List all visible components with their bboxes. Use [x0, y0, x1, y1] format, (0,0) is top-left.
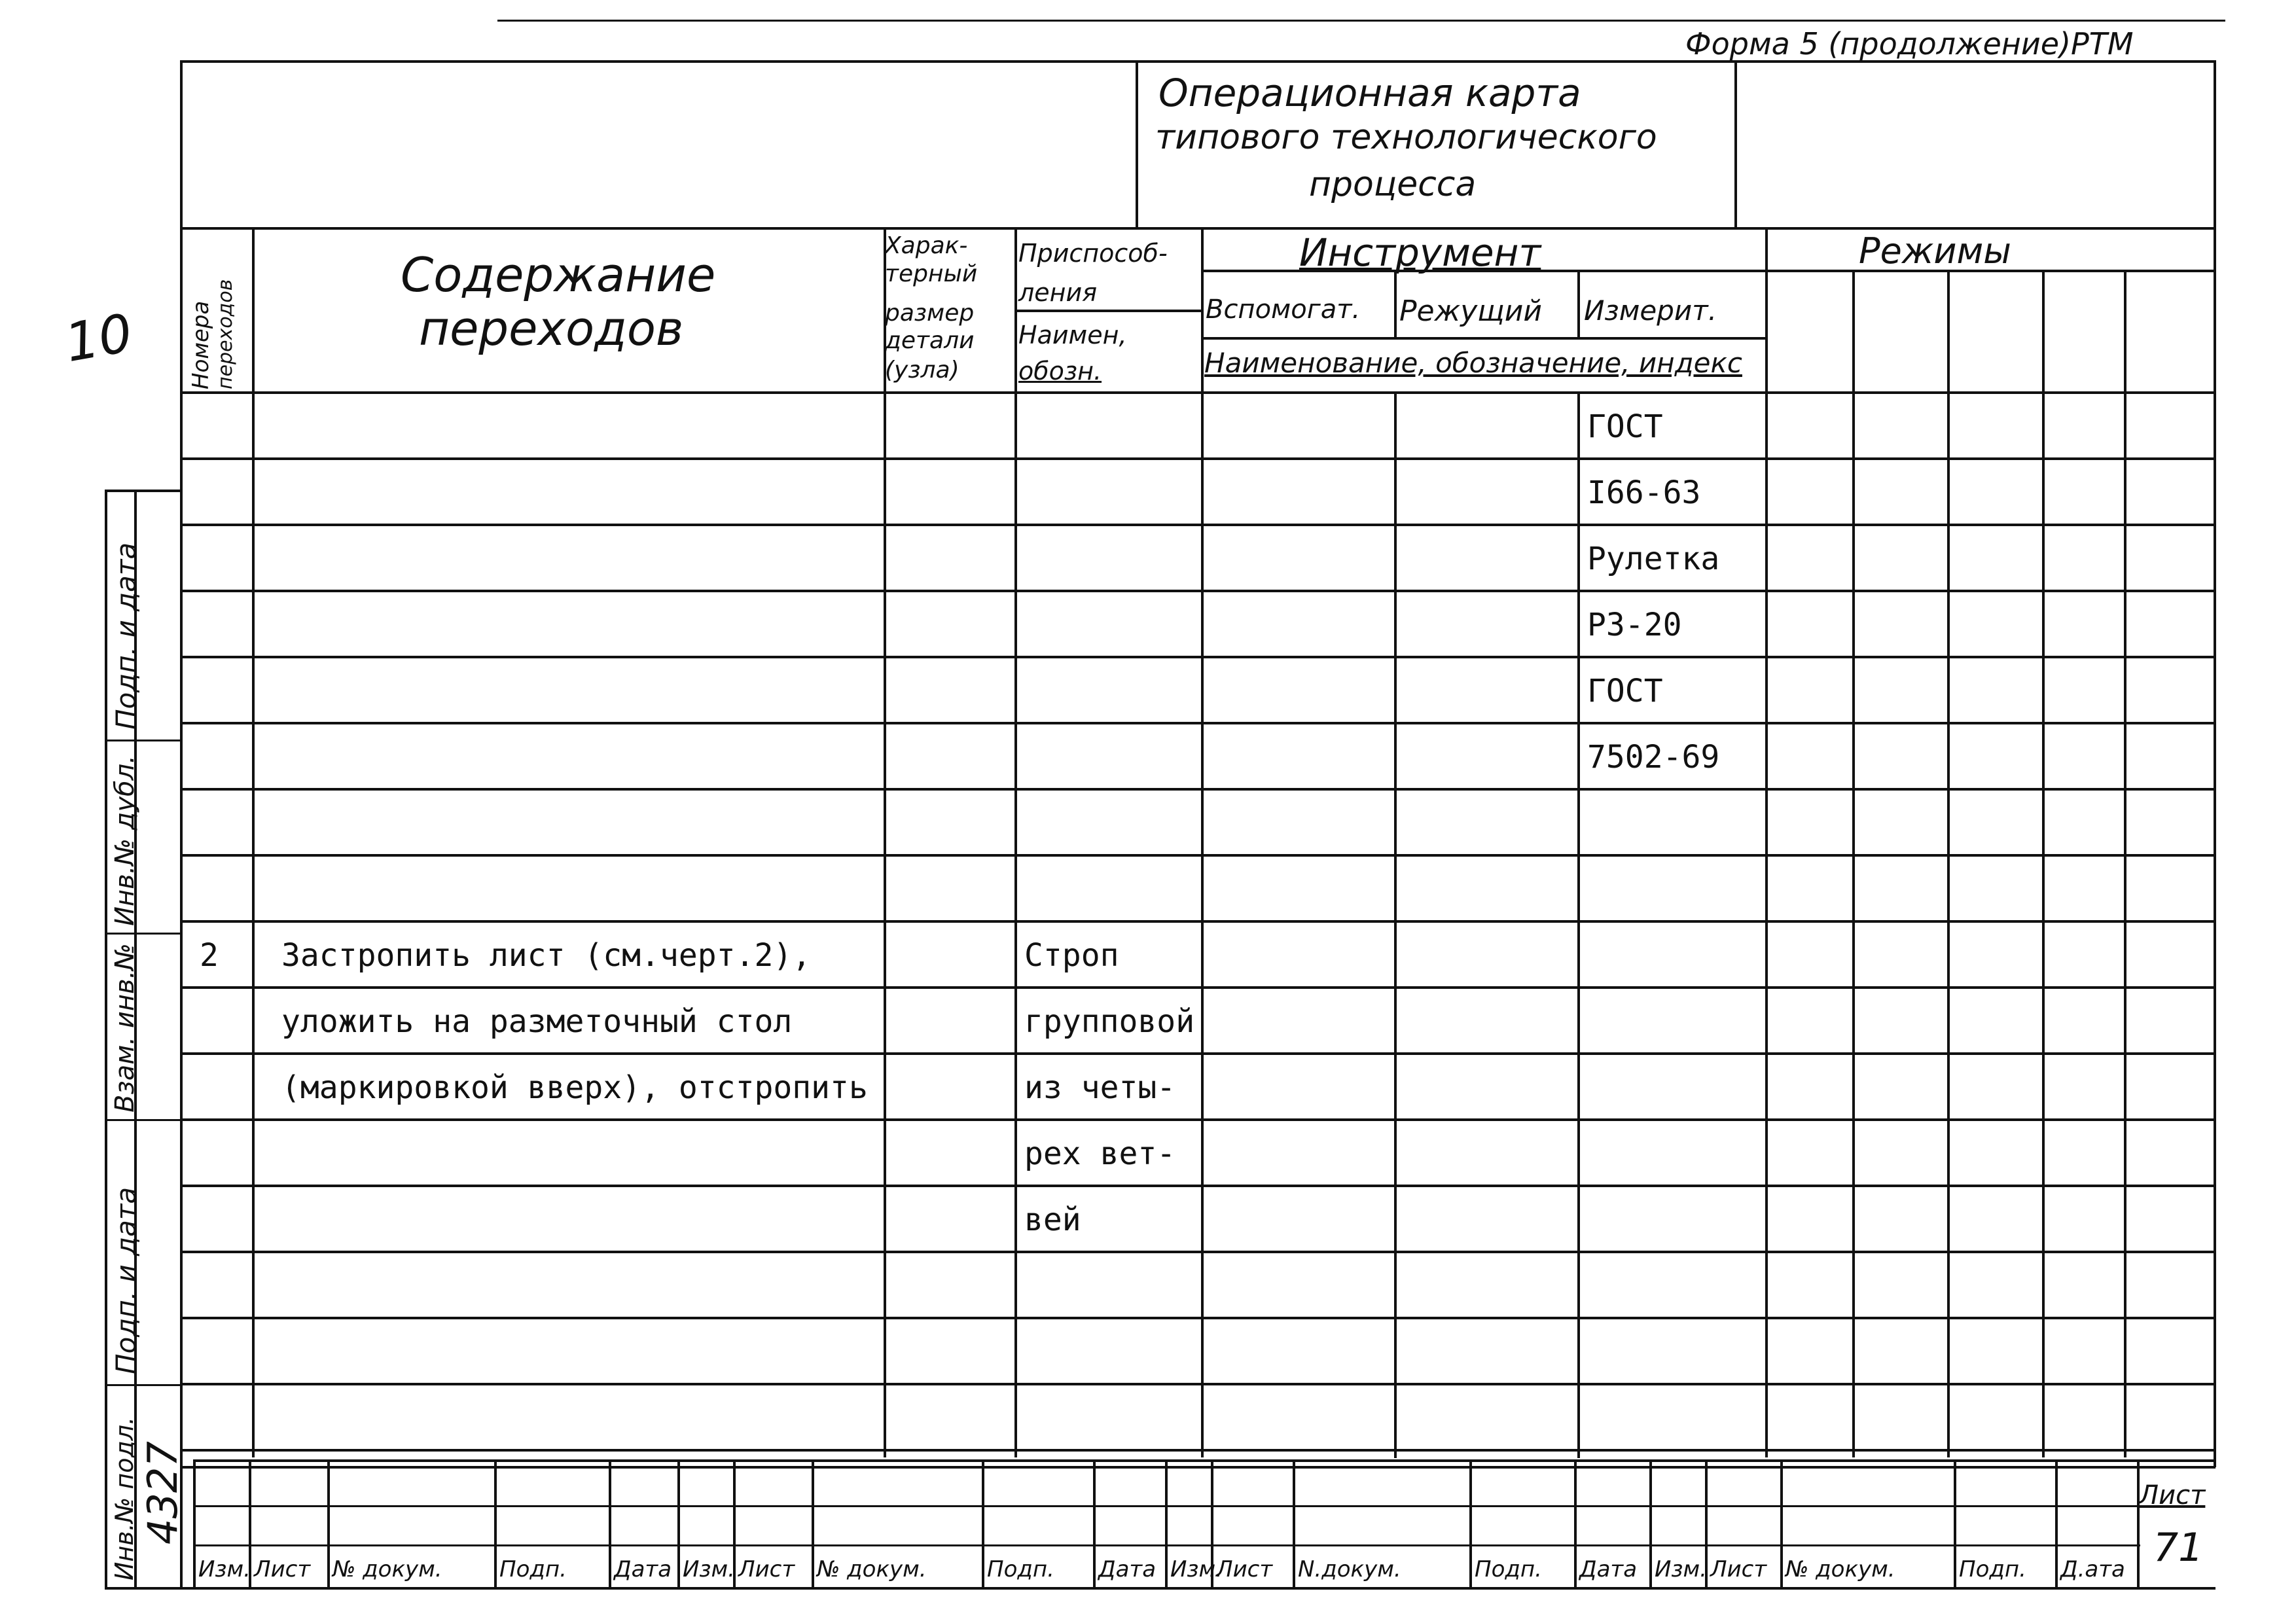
strip-div-3 [105, 1119, 182, 1121]
col-mode-4 [2124, 270, 2126, 1457]
header-bottom [180, 391, 2215, 394]
footer-label: Д.ата [2060, 1556, 2125, 1582]
header-size-line2: терный [885, 260, 978, 287]
header-fixtures-line2: ления [1018, 278, 1098, 307]
header-content-line2: переходов [419, 301, 684, 356]
header-content-line1: Содержание [401, 247, 716, 302]
header-tool-sub: Наименование, обозначение, индекс [1204, 347, 1742, 379]
header-size-line5: (узла) [885, 357, 960, 383]
footer-col-divider [1954, 1459, 1956, 1587]
strip-div-1 [105, 740, 182, 741]
fixtures-header-divider [1014, 310, 1201, 312]
footer-col-divider [2055, 1459, 2058, 1587]
header-tool: Инструмент [1299, 230, 1541, 275]
top-rule [497, 20, 2225, 22]
frame-top [180, 60, 2215, 63]
footer-col-divider [677, 1459, 680, 1587]
row-divider [180, 920, 2215, 923]
row-divider [180, 1317, 2215, 1319]
inventory-number: 4327 [139, 1441, 187, 1544]
row-fixture: из четы- [1024, 1069, 1176, 1106]
strip-div-4 [105, 1384, 182, 1386]
col-fixture-right [1201, 227, 1204, 1457]
footer-label: Изм. [1655, 1556, 1707, 1582]
card-title-line1: Операционная карта [1158, 71, 1581, 115]
footer-col-divider [1165, 1459, 1168, 1587]
footer-label: № докум. [1785, 1556, 1895, 1582]
header-top [180, 227, 2215, 230]
header-modes: Режимы [1859, 230, 2011, 272]
form-label: Форма 5 (продолжение)РТМ [1685, 26, 2134, 62]
footer-label: Лист [1710, 1556, 1767, 1582]
row-measuring: Рулетка [1587, 541, 1720, 577]
strip-top [105, 490, 182, 492]
sheet-number: 71 [2153, 1525, 2204, 1571]
stamp-original-inventory: Инв.№ подл. [110, 1416, 139, 1580]
row-measuring: РЗ-20 [1587, 607, 1682, 643]
frame-bottom [180, 1466, 2215, 1469]
title-cell-left [1136, 60, 1138, 227]
card-title-line2: типового технологического [1155, 118, 1657, 157]
col-num-right [252, 227, 255, 1457]
header-number-line1: Номера [188, 300, 214, 389]
row-divider [180, 457, 2215, 460]
row-content: уложить на разметочный стол [281, 1003, 793, 1040]
header-fixtures-name-line2: обозн. [1018, 357, 1102, 385]
col-aux-right [1394, 270, 1397, 337]
footer-label: Подп. [987, 1556, 1054, 1582]
strip-right [180, 490, 183, 1589]
footer-label: Подп. [1475, 1556, 1542, 1582]
col-size-right [1014, 227, 1017, 1457]
strip-div-2 [105, 933, 182, 935]
header-size-line1: Харак- [885, 232, 968, 259]
header-size-line4: детали [885, 327, 975, 354]
stamp-replaced-inventory: Взам. инв.№ [110, 943, 140, 1113]
footer-col-divider [609, 1459, 611, 1587]
strip-left [105, 490, 107, 1589]
row-content: (маркировкой вверх), отстропить [281, 1069, 868, 1106]
header-size-line3: размер [885, 300, 975, 327]
row-fixture: групповой [1024, 1003, 1195, 1040]
col-cut-right [1577, 270, 1580, 337]
footer-col-divider [1649, 1459, 1652, 1587]
footer-label: Лист [738, 1556, 795, 1582]
footer-label: Подп. [1959, 1556, 2026, 1582]
row-divider [180, 1449, 2215, 1452]
footer-col-divider [1780, 1459, 1783, 1587]
col-measure-right [1765, 227, 1768, 1457]
header-fixtures-line1: Приспособ- [1018, 239, 1168, 268]
footer-col-divider [812, 1459, 814, 1587]
col-content-right [884, 227, 886, 1457]
footer-label: Дата [614, 1556, 672, 1582]
row-divider [180, 1383, 2215, 1385]
row-divider [180, 656, 2215, 658]
row-divider [180, 590, 2215, 592]
header-number-line2: переходов [214, 279, 237, 389]
stamp-duplicate-number: Инв.№ дубл. [110, 755, 140, 926]
row-measuring: ГОСТ [1587, 673, 1663, 709]
header-measuring: Измерит. [1584, 294, 1717, 327]
footer-col-divider [982, 1459, 984, 1587]
footer-label: Дата [1098, 1556, 1157, 1582]
footer-label: Дата [1579, 1556, 1638, 1582]
tool-subheader-divider [1201, 337, 1765, 340]
footer-col-divider [1469, 1459, 1472, 1587]
row-content: Застропить лист (см.черт.2), [281, 937, 812, 974]
side-mark: 10 [60, 302, 137, 374]
footer-col-divider [1293, 1459, 1295, 1587]
row-divider [180, 722, 2215, 724]
row-divider [180, 1052, 2215, 1055]
row-divider [180, 524, 2215, 526]
col-mode-3 [2042, 270, 2045, 1457]
footer-label: N.докум. [1298, 1556, 1401, 1582]
sheet-label: Лист [2139, 1480, 2206, 1510]
footer-label: № докум. [332, 1556, 442, 1582]
row-measuring: I66-63 [1587, 474, 1701, 511]
header-fixtures-name-line1: Наимен, [1018, 321, 1127, 349]
row-divider [180, 1185, 2215, 1187]
col-aux-right-body [1394, 391, 1397, 1458]
header-cutting: Режущий [1399, 294, 1542, 328]
footer-col-divider [2137, 1459, 2140, 1587]
footer-label: Лист [254, 1556, 311, 1582]
stamp-subscription-date-bottom: Подп. и дата [110, 1186, 142, 1374]
card-title-line3: процесса [1309, 165, 1477, 204]
footer-col-divider [1574, 1459, 1577, 1587]
row-divider [180, 986, 2215, 989]
footer-label: № докум. [817, 1556, 927, 1582]
row-divider [180, 1251, 2215, 1253]
row-divider [180, 854, 2215, 857]
header-aux: Вспомогат. [1206, 294, 1361, 325]
header-number [188, 279, 238, 389]
footer-label: Лист [1216, 1556, 1273, 1582]
row-divider [180, 1118, 2215, 1121]
footer-col-divider [494, 1459, 497, 1587]
row-divider [180, 788, 2215, 791]
row-fixture: Строп [1024, 937, 1119, 974]
footer-col-divider [327, 1459, 330, 1587]
stamp-subscription-date-top: Подп. и дата [110, 542, 142, 730]
footer-label: Изм. [198, 1556, 251, 1582]
footer-col-divider [1093, 1459, 1096, 1587]
col-mode-2 [1947, 270, 1950, 1457]
row-measuring: ГОСТ [1587, 408, 1663, 445]
row-number: 2 [200, 937, 219, 974]
footer-left [193, 1459, 196, 1587]
footer-label: Изм. [1170, 1556, 1223, 1582]
strip-bottom [105, 1587, 2215, 1590]
col-mode-1 [1852, 270, 1855, 1457]
row-measuring: 7502-69 [1587, 739, 1720, 776]
title-cell-right [1734, 60, 1737, 227]
footer-label: Изм. [683, 1556, 735, 1582]
row-fixture: рех вет- [1024, 1135, 1176, 1172]
col-cut-right-body [1577, 391, 1580, 1458]
footer-label: Подп. [499, 1556, 567, 1582]
row-fixture: вей [1024, 1202, 1081, 1238]
